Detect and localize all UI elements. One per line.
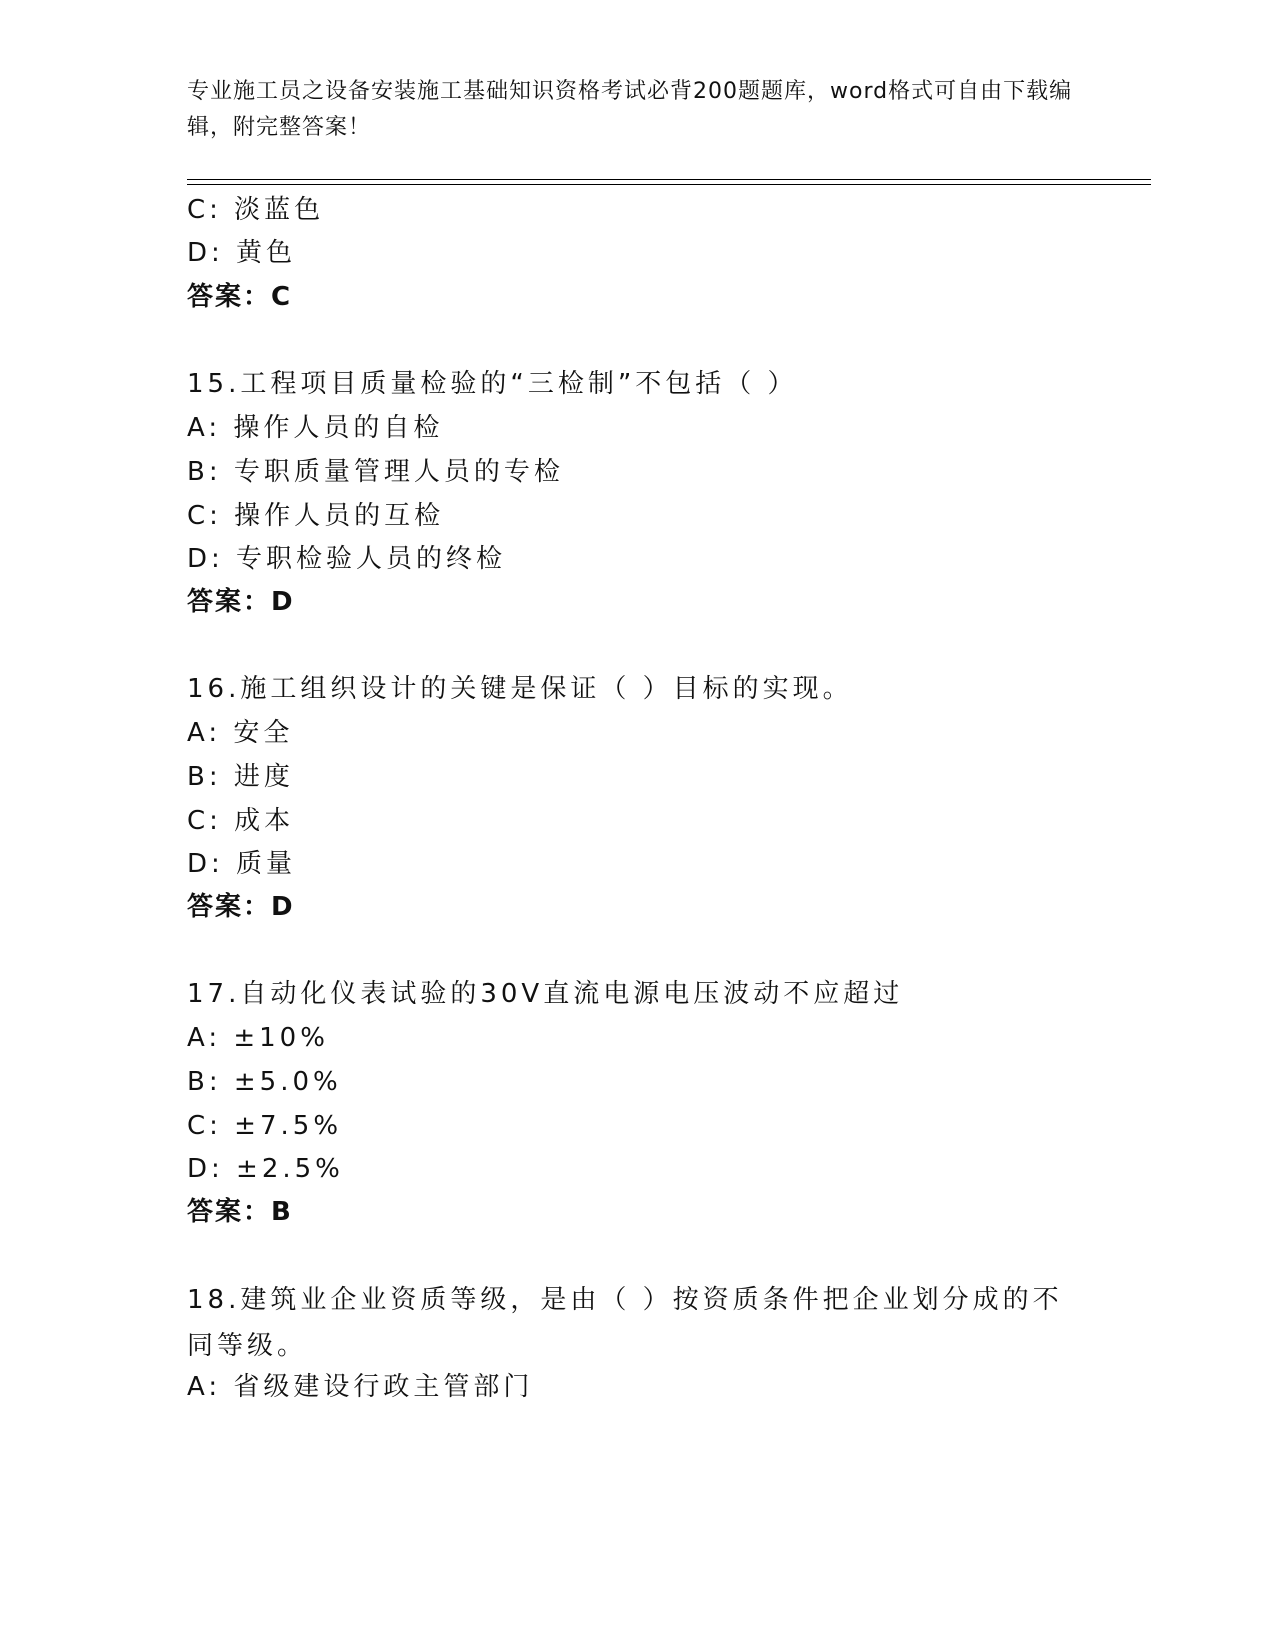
- document-header-title: 专业施工员之设备安装施工基础知识资格考试必背200题题库，word格式可自由下载编辑，附完整答案！: [187, 79, 1073, 140]
- q15-question: 15.工程项目质量检验的“三检制”不包括（ ）: [187, 369, 798, 399]
- q14-answer: 答案：C: [187, 282, 293, 312]
- q15-option-a: A: 操作人员的自检: [187, 413, 444, 443]
- q16-option-b: B: 进度: [187, 762, 294, 792]
- q14-option-c: C: 淡蓝色: [187, 195, 325, 225]
- q16-option-a: A: 安全: [187, 718, 294, 748]
- q16-answer: 答案：D: [187, 892, 295, 922]
- q17-option-d: D: ±2.5%: [187, 1154, 344, 1184]
- q14-option-d: D: 黄色: [187, 238, 297, 268]
- q17-option-c: C: ±7.5%: [187, 1111, 343, 1141]
- q18-option-a: A: 省级建设行政主管部门: [187, 1372, 534, 1402]
- q15-answer: 答案：D: [187, 587, 295, 617]
- q15-option-c: C: 操作人员的互检: [187, 501, 445, 531]
- q16-option-d: D: 质量: [187, 849, 297, 879]
- q17-option-b: B: ±5.0%: [187, 1067, 342, 1097]
- q15-option-d: D: 专职检验人员的终检: [187, 544, 507, 574]
- q17-question: 17.自动化仪表试验的30V直流电源电压波动不应超过: [187, 979, 904, 1009]
- q16-option-c: C: 成本: [187, 806, 295, 836]
- q17-answer: 答案：B: [187, 1197, 293, 1227]
- header-divider-top: [187, 179, 1151, 180]
- q16-question: 16.施工组织设计的关键是保证（ ）目标的实现。: [187, 674, 853, 704]
- q17-option-a: A: ±10%: [187, 1023, 329, 1053]
- header-divider-bottom: [187, 184, 1151, 185]
- q15-option-b: B: 专职质量管理人员的专检: [187, 457, 564, 487]
- q18-question: 18.建筑业企业资质等级，是由（ ）按资质条件把企业划分成的不同等级。: [187, 1285, 1063, 1361]
